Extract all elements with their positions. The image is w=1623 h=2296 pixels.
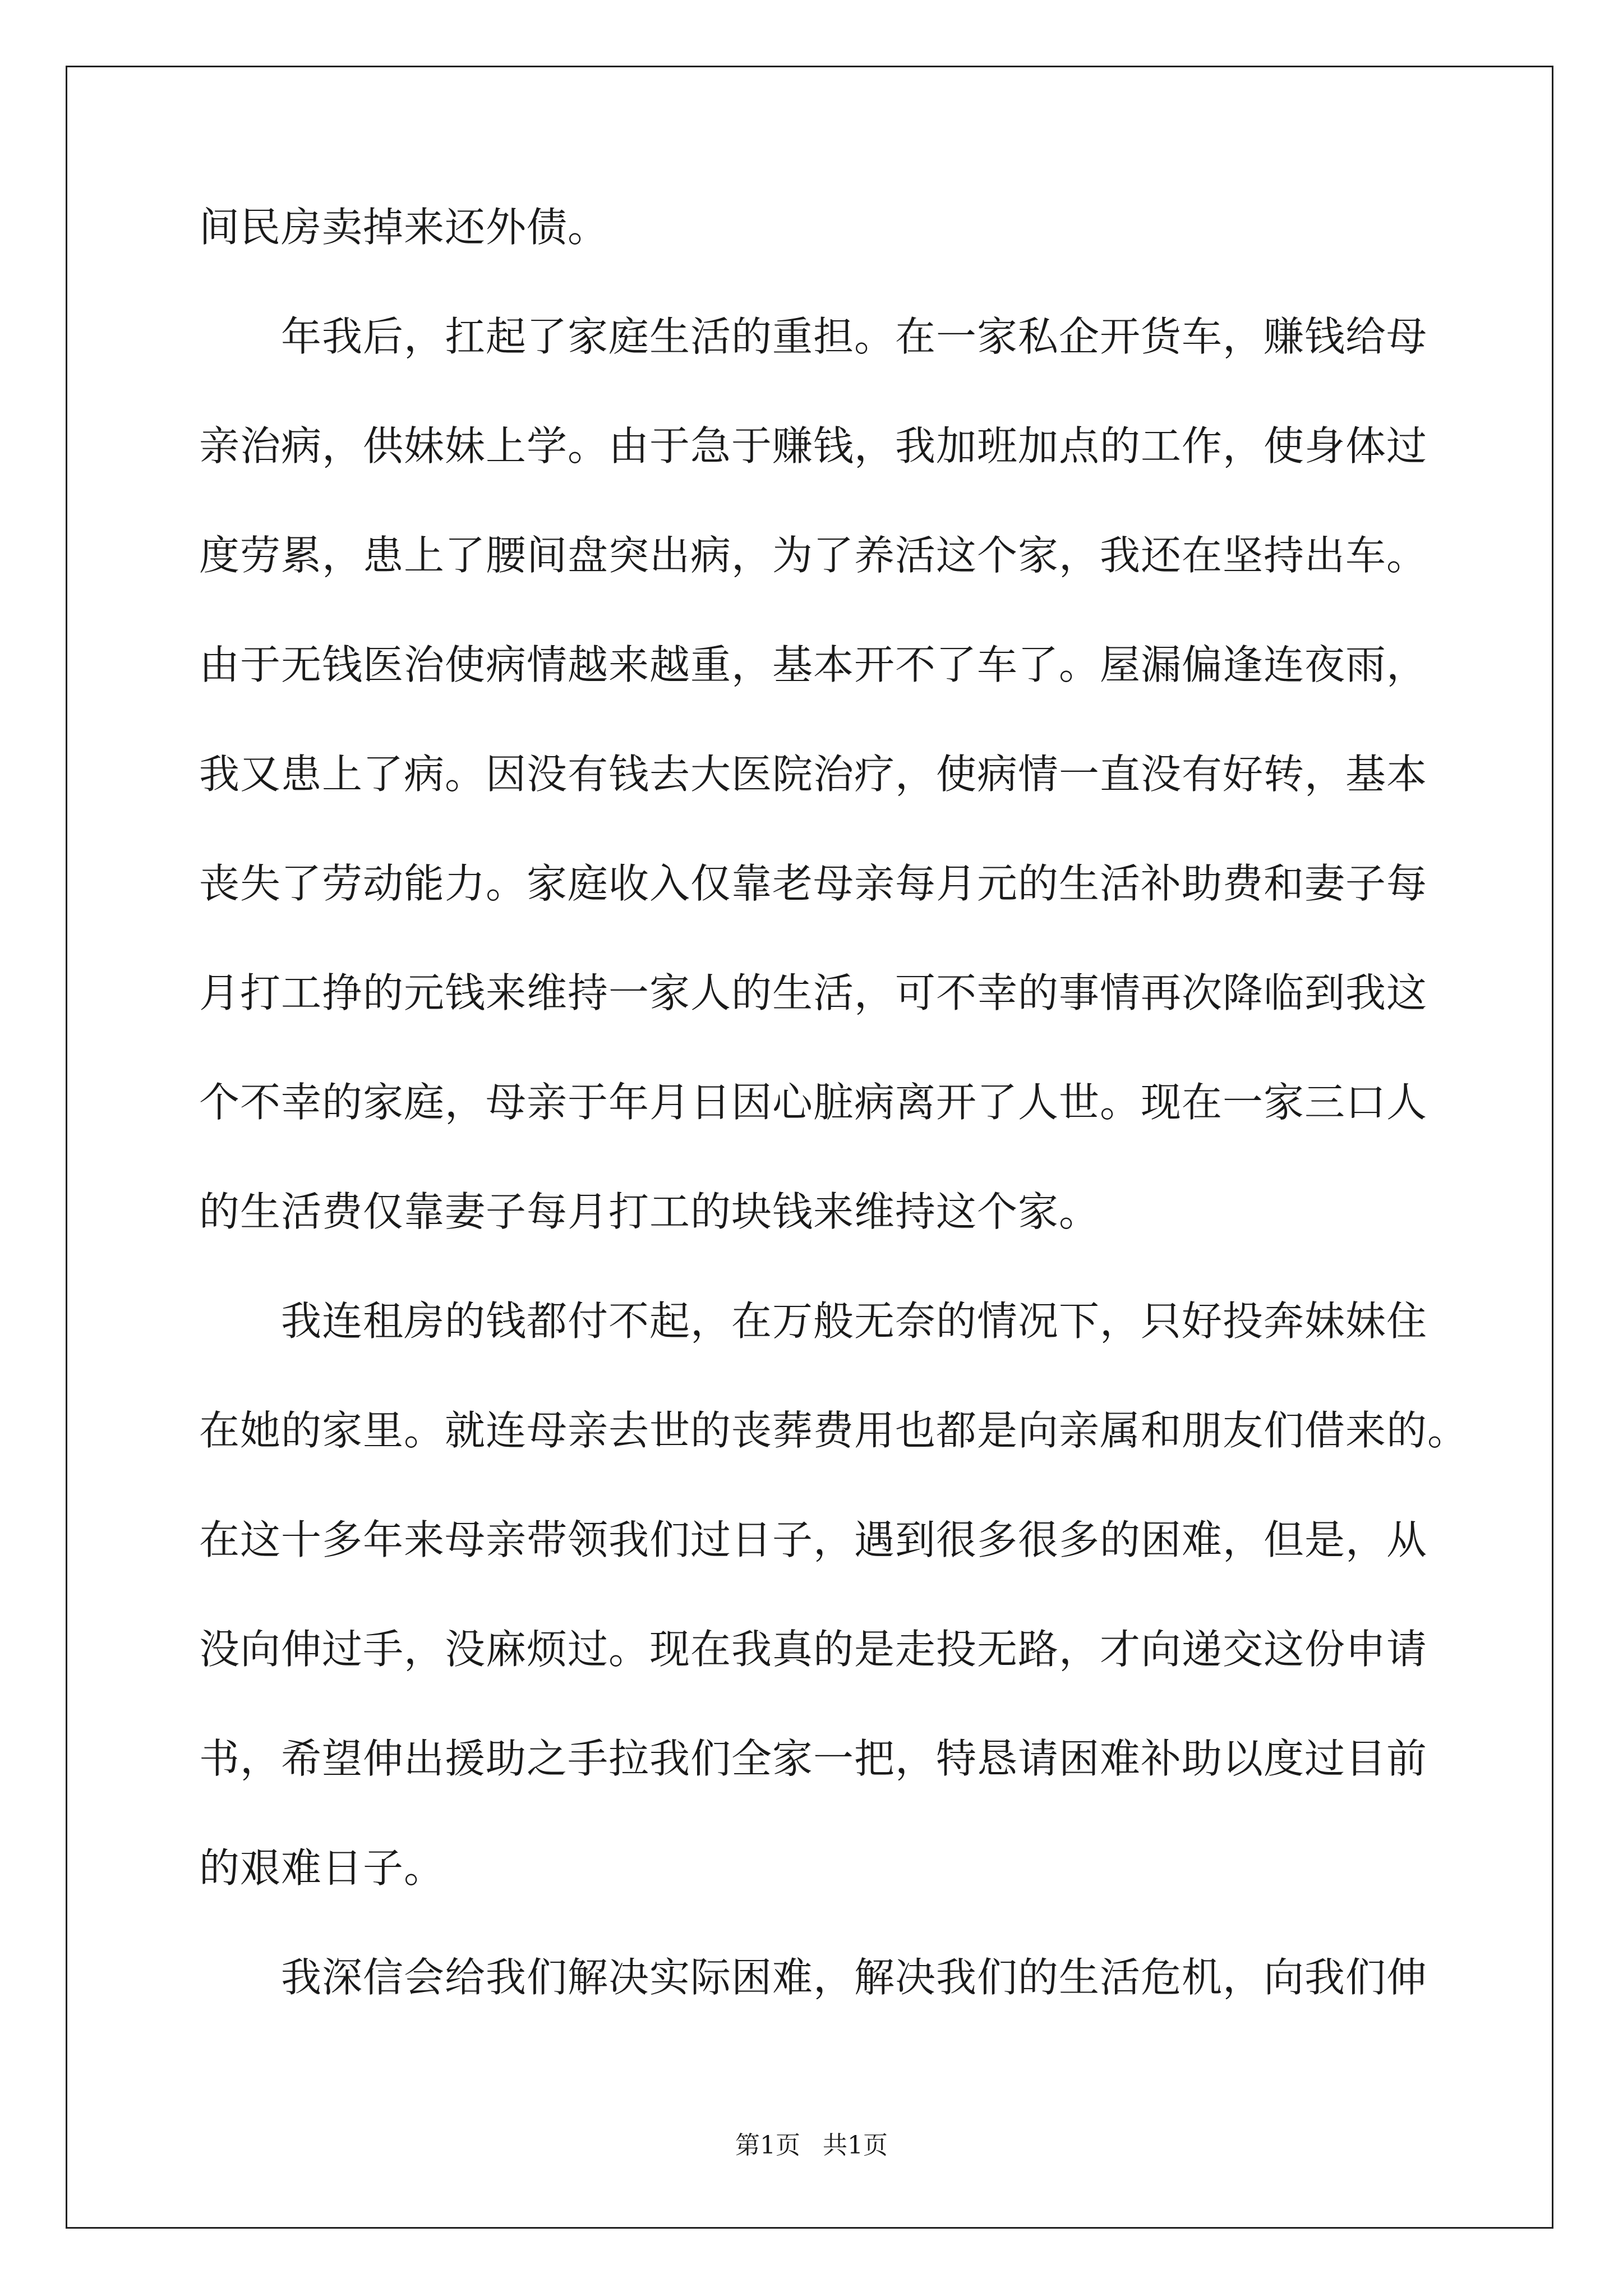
text-line: 在她的家里。就连母亲去世的丧葬费用也都是向亲属和朋友们借来的。 [199,1407,1469,1454]
text-line: 的艰难日子。 [199,1844,445,1892]
text-line: 我又患上了病。因没有钱去大医院治疗，使病情一直没有好转，基本 [199,751,1428,798]
text-line: 的生活费仅靠妻子每月打工的块钱来维持这个家。 [199,1188,1100,1235]
text-line: 个不幸的家庭，母亲于年月日因心脏病离开了人世。现在一家三口人 [199,1079,1428,1126]
text-line: 我深信会给我们解决实际困难，解决我们的生活危机，向我们伸 [281,1954,1428,2001]
text-line: 间民房卖掉来还外债。 [199,204,609,251]
text-line: 我连租房的钱都付不起，在万般无奈的情况下，只好投奔妹妹住 [281,1297,1428,1345]
text-line: 亲治病，供妹妹上学。由于急于赚钱，我加班加点的工作，使身体过 [199,422,1428,470]
page-total: 共1页 [823,2131,888,2160]
page-footer [0,2129,1623,2162]
text-line: 在这十多年来母亲带领我们过日子，遇到很多很多的困难，但是，从 [199,1516,1428,1563]
text-line: 月打工挣的元钱来维持一家人的生活，可不幸的事情再次降临到我这 [199,969,1428,1016]
text-line: 度劳累，患上了腰间盘突出病，为了养活这个家，我还在坚持出车。 [199,532,1428,579]
page-border [66,66,1553,2229]
text-line: 没向伸过手，没麻烦过。现在我真的是走投无路，才向递交这份申请 [199,1626,1428,1673]
text-line: 丧失了劳动能力。家庭收入仅靠老母亲每月元的生活补助费和妻子每 [199,860,1428,907]
text-line: 书，希望伸出援助之手拉我们全家一把，特恳请困难补助以度过目前 [199,1735,1428,1782]
text-line: 年我后，扛起了家庭生活的重担。在一家私企开货车，赚钱给母 [281,313,1428,360]
page-number: 第1页 [735,2131,800,2160]
text-line: 由于无钱医治使病情越来越重，基本开不了车了。屋漏偏逢连夜雨， [199,641,1428,688]
